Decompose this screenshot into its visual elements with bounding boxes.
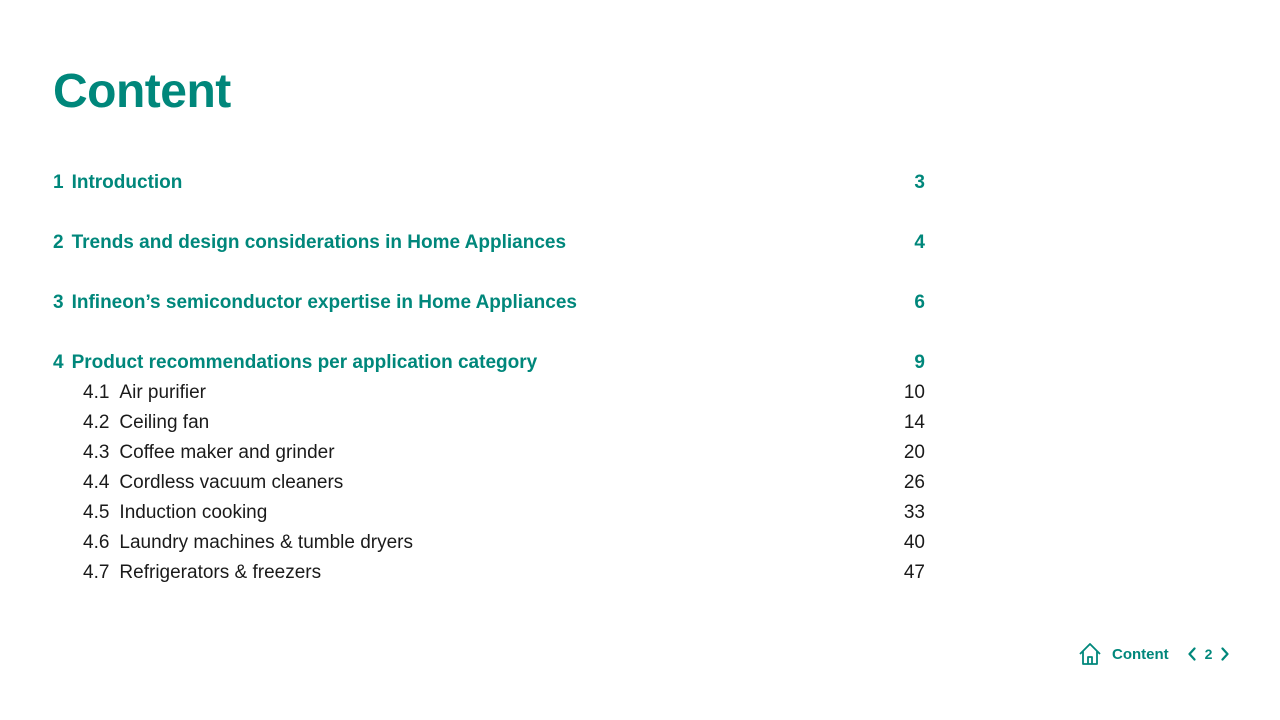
toc-subitem-label: Induction cooking xyxy=(119,502,268,523)
toc-subitem-number: 4.4 xyxy=(83,472,110,493)
toc-item-number: 1 xyxy=(53,172,64,193)
footer-navigation xyxy=(1078,640,1232,668)
toc-item-page: 6 xyxy=(914,292,925,313)
toc-item-label: Product recommendations per application category xyxy=(71,352,538,373)
toc-subitem-induction-cooking[interactable] xyxy=(53,498,925,528)
toc-subitem-number: 4.7 xyxy=(83,562,110,583)
toc-item-trends[interactable] xyxy=(53,228,925,258)
toc-subitem-number: 4.5 xyxy=(83,502,110,523)
toc-subitem-label: Cordless vacuum cleaners xyxy=(119,472,344,493)
toc-subitem-number: 4.6 xyxy=(83,532,110,553)
toc-subitem-label: Air purifier xyxy=(119,382,206,403)
home-icon[interactable] xyxy=(1078,642,1102,666)
toc-item-product-recommendations[interactable] xyxy=(53,348,925,378)
toc-item-expertise[interactable] xyxy=(53,288,925,318)
toc-item-page: 9 xyxy=(914,352,925,373)
page-number: 2 xyxy=(1204,646,1213,662)
toc-subitem-cordless-vacuum[interactable] xyxy=(53,468,925,498)
toc-subitem-label: Coffee maker and grinder xyxy=(119,442,335,463)
chevron-right-icon[interactable] xyxy=(1218,646,1232,662)
toc-item-introduction[interactable] xyxy=(53,168,925,198)
toc-item-page: 4 xyxy=(914,232,925,253)
toc-subitem-number: 4.2 xyxy=(83,412,110,433)
toc-subitem-label: Refrigerators & freezers xyxy=(119,562,322,583)
toc-item-number: 4 xyxy=(53,352,64,373)
toc-subitem-refrigerators[interactable] xyxy=(53,558,925,588)
toc-subitem-page: 20 xyxy=(903,442,925,463)
toc-subitem-page: 14 xyxy=(903,412,925,433)
toc-subitem-page: 10 xyxy=(903,382,925,403)
toc-item-number: 2 xyxy=(53,232,64,253)
toc-subitem-coffee-maker[interactable] xyxy=(53,438,925,468)
toc-item-label: Trends and design considerations in Home Appliances xyxy=(71,232,567,253)
toc-item-page: 3 xyxy=(914,172,925,193)
toc-subitem-page: 33 xyxy=(903,502,925,523)
toc-subitem-page: 40 xyxy=(903,532,925,553)
toc-item-number: 3 xyxy=(53,292,64,313)
toc-subitem-page: 26 xyxy=(903,472,925,493)
toc-subitem-number: 4.3 xyxy=(83,442,110,463)
toc-subitem-label: Ceiling fan xyxy=(119,412,210,433)
toc-subitem-page: 47 xyxy=(903,562,925,583)
chevron-left-icon[interactable] xyxy=(1185,646,1199,662)
toc-subitem-label: Laundry machines & tumble dryers xyxy=(119,532,414,553)
content-link[interactable]: Content xyxy=(1112,645,1169,663)
table-of-contents xyxy=(53,168,925,588)
toc-item-label: Infineon’s semiconductor expertise in Home Appliances xyxy=(71,292,577,313)
toc-subitem-air-purifier[interactable] xyxy=(53,378,925,408)
toc-item-label: Introduction xyxy=(71,172,183,193)
page-title: Content xyxy=(53,65,231,118)
toc-subitem-ceiling-fan[interactable] xyxy=(53,408,925,438)
toc-subitem-number: 4.1 xyxy=(83,382,110,403)
toc-subitem-laundry-machines[interactable] xyxy=(53,528,925,558)
